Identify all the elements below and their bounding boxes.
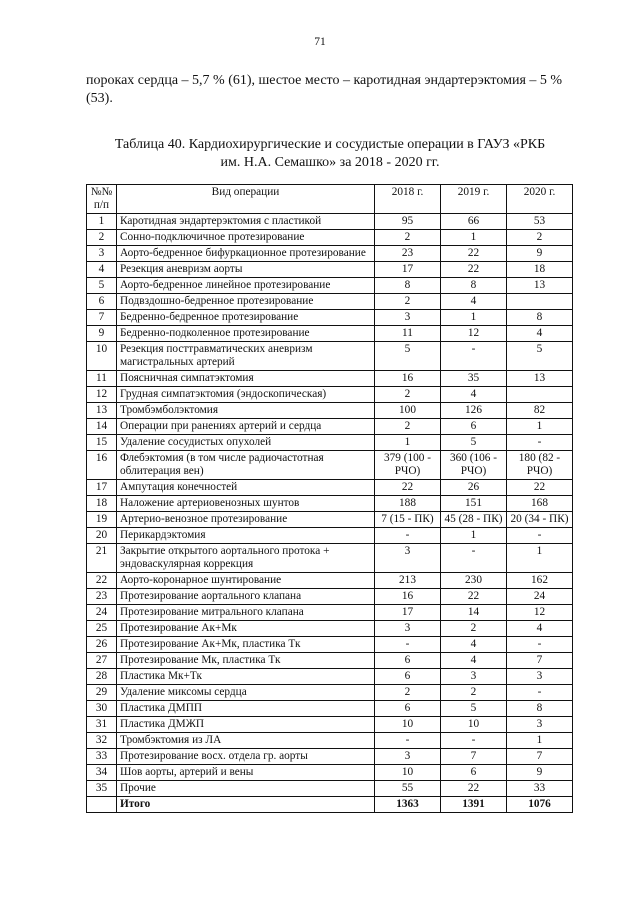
cell-v2019: 230 [441,573,507,589]
table-row [87,765,573,781]
cell-num: 24 [87,605,117,621]
cell-v2018: - [375,637,441,653]
cell-v2019: - [441,544,507,573]
cell-v2020: 24 [507,589,573,605]
cell-v2020: 3 [507,669,573,685]
cell-v2020: 22 [507,480,573,496]
cell-num: 21 [87,544,117,573]
cell-num: 29 [87,685,117,701]
table-row [87,528,573,544]
cell-v2019: - [441,342,507,371]
cell-v2018: 2 [375,685,441,701]
cell-v2020: 13 [507,278,573,294]
cell-name: Пластика ДМПП [117,701,375,717]
cell-name: Наложение артериовенозных шунтов [117,496,375,512]
total-label: Итого [117,797,375,813]
table-row [87,262,573,278]
cell-name: Протезирование восх. отдела гр. аорты [117,749,375,765]
intro-paragraph [86,72,576,108]
cell-name: Пластика Мк+Тк [117,669,375,685]
cell-v2019: 4 [441,294,507,310]
cell-name: Бедренно-бедренное протезирование [117,310,375,326]
cell-name: Удаление сосудистых опухолей [117,435,375,451]
cell-name: Шов аорты, артерий и вены [117,765,375,781]
cell-v2020: 12 [507,605,573,621]
cell-name: Тромбэктомия из ЛА [117,733,375,749]
cell-num: 1 [87,214,117,230]
cell-num: 22 [87,573,117,589]
cell-v2020: 162 [507,573,573,589]
cell-num: 19 [87,512,117,528]
cell-v2018: 188 [375,496,441,512]
cell-v2018: - [375,528,441,544]
table-row [87,621,573,637]
cell-v2018: 2 [375,230,441,246]
cell-v2018: 22 [375,480,441,496]
cell-num: 27 [87,653,117,669]
cell-num: 2 [87,230,117,246]
cell-v2019: 45 (28 - ПК) [441,512,507,528]
table-row [87,451,573,480]
cell-name: Пластика ДМЖП [117,717,375,733]
cell-num: 33 [87,749,117,765]
cell-v2018: 10 [375,765,441,781]
header-num: №№ п/п [87,185,117,214]
table-row [87,733,573,749]
cell-num: 26 [87,637,117,653]
table-row [87,512,573,528]
cell-v2020: 4 [507,621,573,637]
cell-name: Протезирование митрального клапана [117,605,375,621]
cell-name: Поясничная симпатэктомия [117,371,375,387]
cell-v2019: 8 [441,278,507,294]
table-title [60,136,600,172]
cell-num: 12 [87,387,117,403]
cell-v2019: 3 [441,669,507,685]
table-row [87,342,573,371]
total-v2020: 1076 [507,797,573,813]
cell-name: Перикардэктомия [117,528,375,544]
cell-num: 31 [87,717,117,733]
table-row [87,403,573,419]
cell-num: 34 [87,765,117,781]
cell-v2018: 23 [375,246,441,262]
cell-v2018: 3 [375,544,441,573]
table-row [87,496,573,512]
table-row [87,637,573,653]
cell-v2020: 1 [507,733,573,749]
table-row [87,669,573,685]
cell-v2019: 6 [441,419,507,435]
cell-name: Ампутация конечностей [117,480,375,496]
cell-v2019: 14 [441,605,507,621]
cell-v2019: 1 [441,528,507,544]
cell-num: 3 [87,246,117,262]
cell-name: Резекция посттравматических аневризм магистральных артерий [117,342,375,371]
cell-name: Протезирование Мк, пластика Тк [117,653,375,669]
table-row [87,573,573,589]
cell-v2019: 12 [441,326,507,342]
cell-v2019: 151 [441,496,507,512]
cell-name: Операции при ранениях артерий и сердца [117,419,375,435]
cell-num: 11 [87,371,117,387]
cell-v2018: 3 [375,749,441,765]
cell-v2020: 33 [507,781,573,797]
cell-name: Сонно-подключичное протезирование [117,230,375,246]
table-row [87,294,573,310]
cell-v2019: 66 [441,214,507,230]
cell-v2019: 4 [441,387,507,403]
cell-v2018: 17 [375,262,441,278]
cell-num: 14 [87,419,117,435]
cell-v2018: 6 [375,701,441,717]
cell-v2018: 2 [375,419,441,435]
cell-v2018: 5 [375,342,441,371]
cell-v2019: 10 [441,717,507,733]
cell-v2019: 35 [441,371,507,387]
cell-v2018: 8 [375,278,441,294]
cell-num: 17 [87,480,117,496]
cell-name: Резекция аневризм аорты [117,262,375,278]
table-title-line-1: Таблица 40. Кардиохирургические и сосудистые операции в ГАУЗ «РКБ [114,137,546,152]
cell-v2019: 1 [441,230,507,246]
cell-v2020: 180 (82 - РЧО) [507,451,573,480]
cell-v2019: 6 [441,765,507,781]
cell-v2018: 16 [375,589,441,605]
cell-name: Подвздошно-бедренное протезирование [117,294,375,310]
cell-num: 23 [87,589,117,605]
table-total-row [87,797,573,813]
table-row [87,605,573,621]
cell-v2020: 8 [507,701,573,717]
cell-name: Закрытие открытого аортального протока + эндоваскулярная коррекция [117,544,375,573]
table-row [87,749,573,765]
cell-name: Прочие [117,781,375,797]
table-row [87,278,573,294]
header-2020: 2020 г. [507,185,573,214]
cell-v2020: 9 [507,765,573,781]
cell-num: 30 [87,701,117,717]
cell-v2020: 20 (34 - ПК) [507,512,573,528]
table-row [87,419,573,435]
header-name: Вид операции [117,185,375,214]
cell-name: Тромбэмболэктомия [117,403,375,419]
cell-num: 9 [87,326,117,342]
cell-v2019: 22 [441,262,507,278]
table-row [87,326,573,342]
cell-v2019: 4 [441,653,507,669]
cell-v2020: 1 [507,544,573,573]
table-row [87,214,573,230]
cell-num: 18 [87,496,117,512]
cell-v2020: 2 [507,230,573,246]
table-row [87,653,573,669]
cell-name: Протезирование Ак+Мк, пластика Тк [117,637,375,653]
cell-name: Аорто-бедренное бифуркационное протезирование [117,246,375,262]
cell-v2018: 6 [375,669,441,685]
cell-v2020: - [507,528,573,544]
cell-num [87,797,117,813]
cell-v2018: 213 [375,573,441,589]
cell-v2020: - [507,637,573,653]
table-row [87,544,573,573]
cell-num: 7 [87,310,117,326]
cell-v2020: 82 [507,403,573,419]
cell-v2018: 95 [375,214,441,230]
cell-v2018: 2 [375,387,441,403]
cell-v2019: 22 [441,589,507,605]
cell-v2020: - [507,435,573,451]
cell-v2020 [507,294,573,310]
cell-v2018: 55 [375,781,441,797]
table-row [87,387,573,403]
cell-name: Протезирование Ак+Мк [117,621,375,637]
cell-v2018: 379 (100 - РЧО) [375,451,441,480]
cell-v2019: 4 [441,637,507,653]
cell-num: 28 [87,669,117,685]
cell-name: Аорто-бедренное линейное протезирование [117,278,375,294]
cell-name: Удаление миксомы сердца [117,685,375,701]
cell-name: Артерио-венозное протезирование [117,512,375,528]
cell-num: 5 [87,278,117,294]
cell-v2019: - [441,733,507,749]
cell-num: 16 [87,451,117,480]
cell-v2019: 360 (106 - РЧО) [441,451,507,480]
table-row [87,230,573,246]
cell-num: 4 [87,262,117,278]
cell-v2018: 3 [375,310,441,326]
cell-v2019: 22 [441,246,507,262]
table-row [87,717,573,733]
cell-v2020: - [507,685,573,701]
cell-v2018: 6 [375,653,441,669]
cell-v2018: 10 [375,717,441,733]
cell-name: Протезирование аортального клапана [117,589,375,605]
cell-v2020: 4 [507,326,573,342]
cell-name: Каротидная эндартерэктомия с пластикой [117,214,375,230]
cell-v2020: 8 [507,310,573,326]
cell-num: 35 [87,781,117,797]
cell-v2019: 1 [441,310,507,326]
cell-v2020: 13 [507,371,573,387]
table-row [87,781,573,797]
cell-v2019: 7 [441,749,507,765]
cell-v2020 [507,387,573,403]
header-2018: 2018 г. [375,185,441,214]
cell-v2020: 18 [507,262,573,278]
cell-v2019: 5 [441,701,507,717]
cell-v2020: 7 [507,749,573,765]
table-row [87,480,573,496]
page-number: 71 [314,36,326,48]
cell-v2018: 7 (15 - ПК) [375,512,441,528]
cell-v2020: 5 [507,342,573,371]
cell-v2019: 126 [441,403,507,419]
table-row [87,589,573,605]
cell-v2018: 16 [375,371,441,387]
cell-name: Флебэктомия (в том числе радиочастотная облитерация вен) [117,451,375,480]
cell-name: Грудная симпатэктомия (эндоскопическая) [117,387,375,403]
table-header-row [87,185,573,214]
cell-v2020: 9 [507,246,573,262]
cell-v2018: 1 [375,435,441,451]
header-2019: 2019 г. [441,185,507,214]
cell-v2019: 26 [441,480,507,496]
total-v2019: 1391 [441,797,507,813]
cell-num: 13 [87,403,117,419]
cell-v2020: 53 [507,214,573,230]
cell-v2018: 2 [375,294,441,310]
cell-v2018: - [375,733,441,749]
cell-v2019: 2 [441,621,507,637]
cell-v2020: 3 [507,717,573,733]
cell-num: 25 [87,621,117,637]
table-row [87,371,573,387]
cell-num: 32 [87,733,117,749]
cell-v2019: 5 [441,435,507,451]
table-title-line-2: им. Н.А. Семашко» за 2018 - 2020 гг. [220,155,440,170]
cell-v2019: 22 [441,781,507,797]
cell-v2020: 7 [507,653,573,669]
cell-name: Аорто-коронарное шунтирование [117,573,375,589]
cell-num: 15 [87,435,117,451]
table-row [87,310,573,326]
table-body [87,214,573,813]
table-row [87,701,573,717]
cell-v2018: 11 [375,326,441,342]
cell-v2020: 1 [507,419,573,435]
cell-v2018: 17 [375,605,441,621]
cell-v2018: 3 [375,621,441,637]
table-row [87,685,573,701]
total-v2018: 1363 [375,797,441,813]
cell-v2019: 2 [441,685,507,701]
cell-num: 20 [87,528,117,544]
intro-text: пороках сердца – 5,7 % (61), шестое место – каротидная эндартерэктомия – 5 % (53). [86,73,563,106]
cell-name: Бедренно-подколенное протезирование [117,326,375,342]
cell-num: 6 [87,294,117,310]
cell-v2018: 100 [375,403,441,419]
cell-v2020: 168 [507,496,573,512]
table-row [87,246,573,262]
cell-num: 10 [87,342,117,371]
operations-table [86,184,573,813]
table-row [87,435,573,451]
